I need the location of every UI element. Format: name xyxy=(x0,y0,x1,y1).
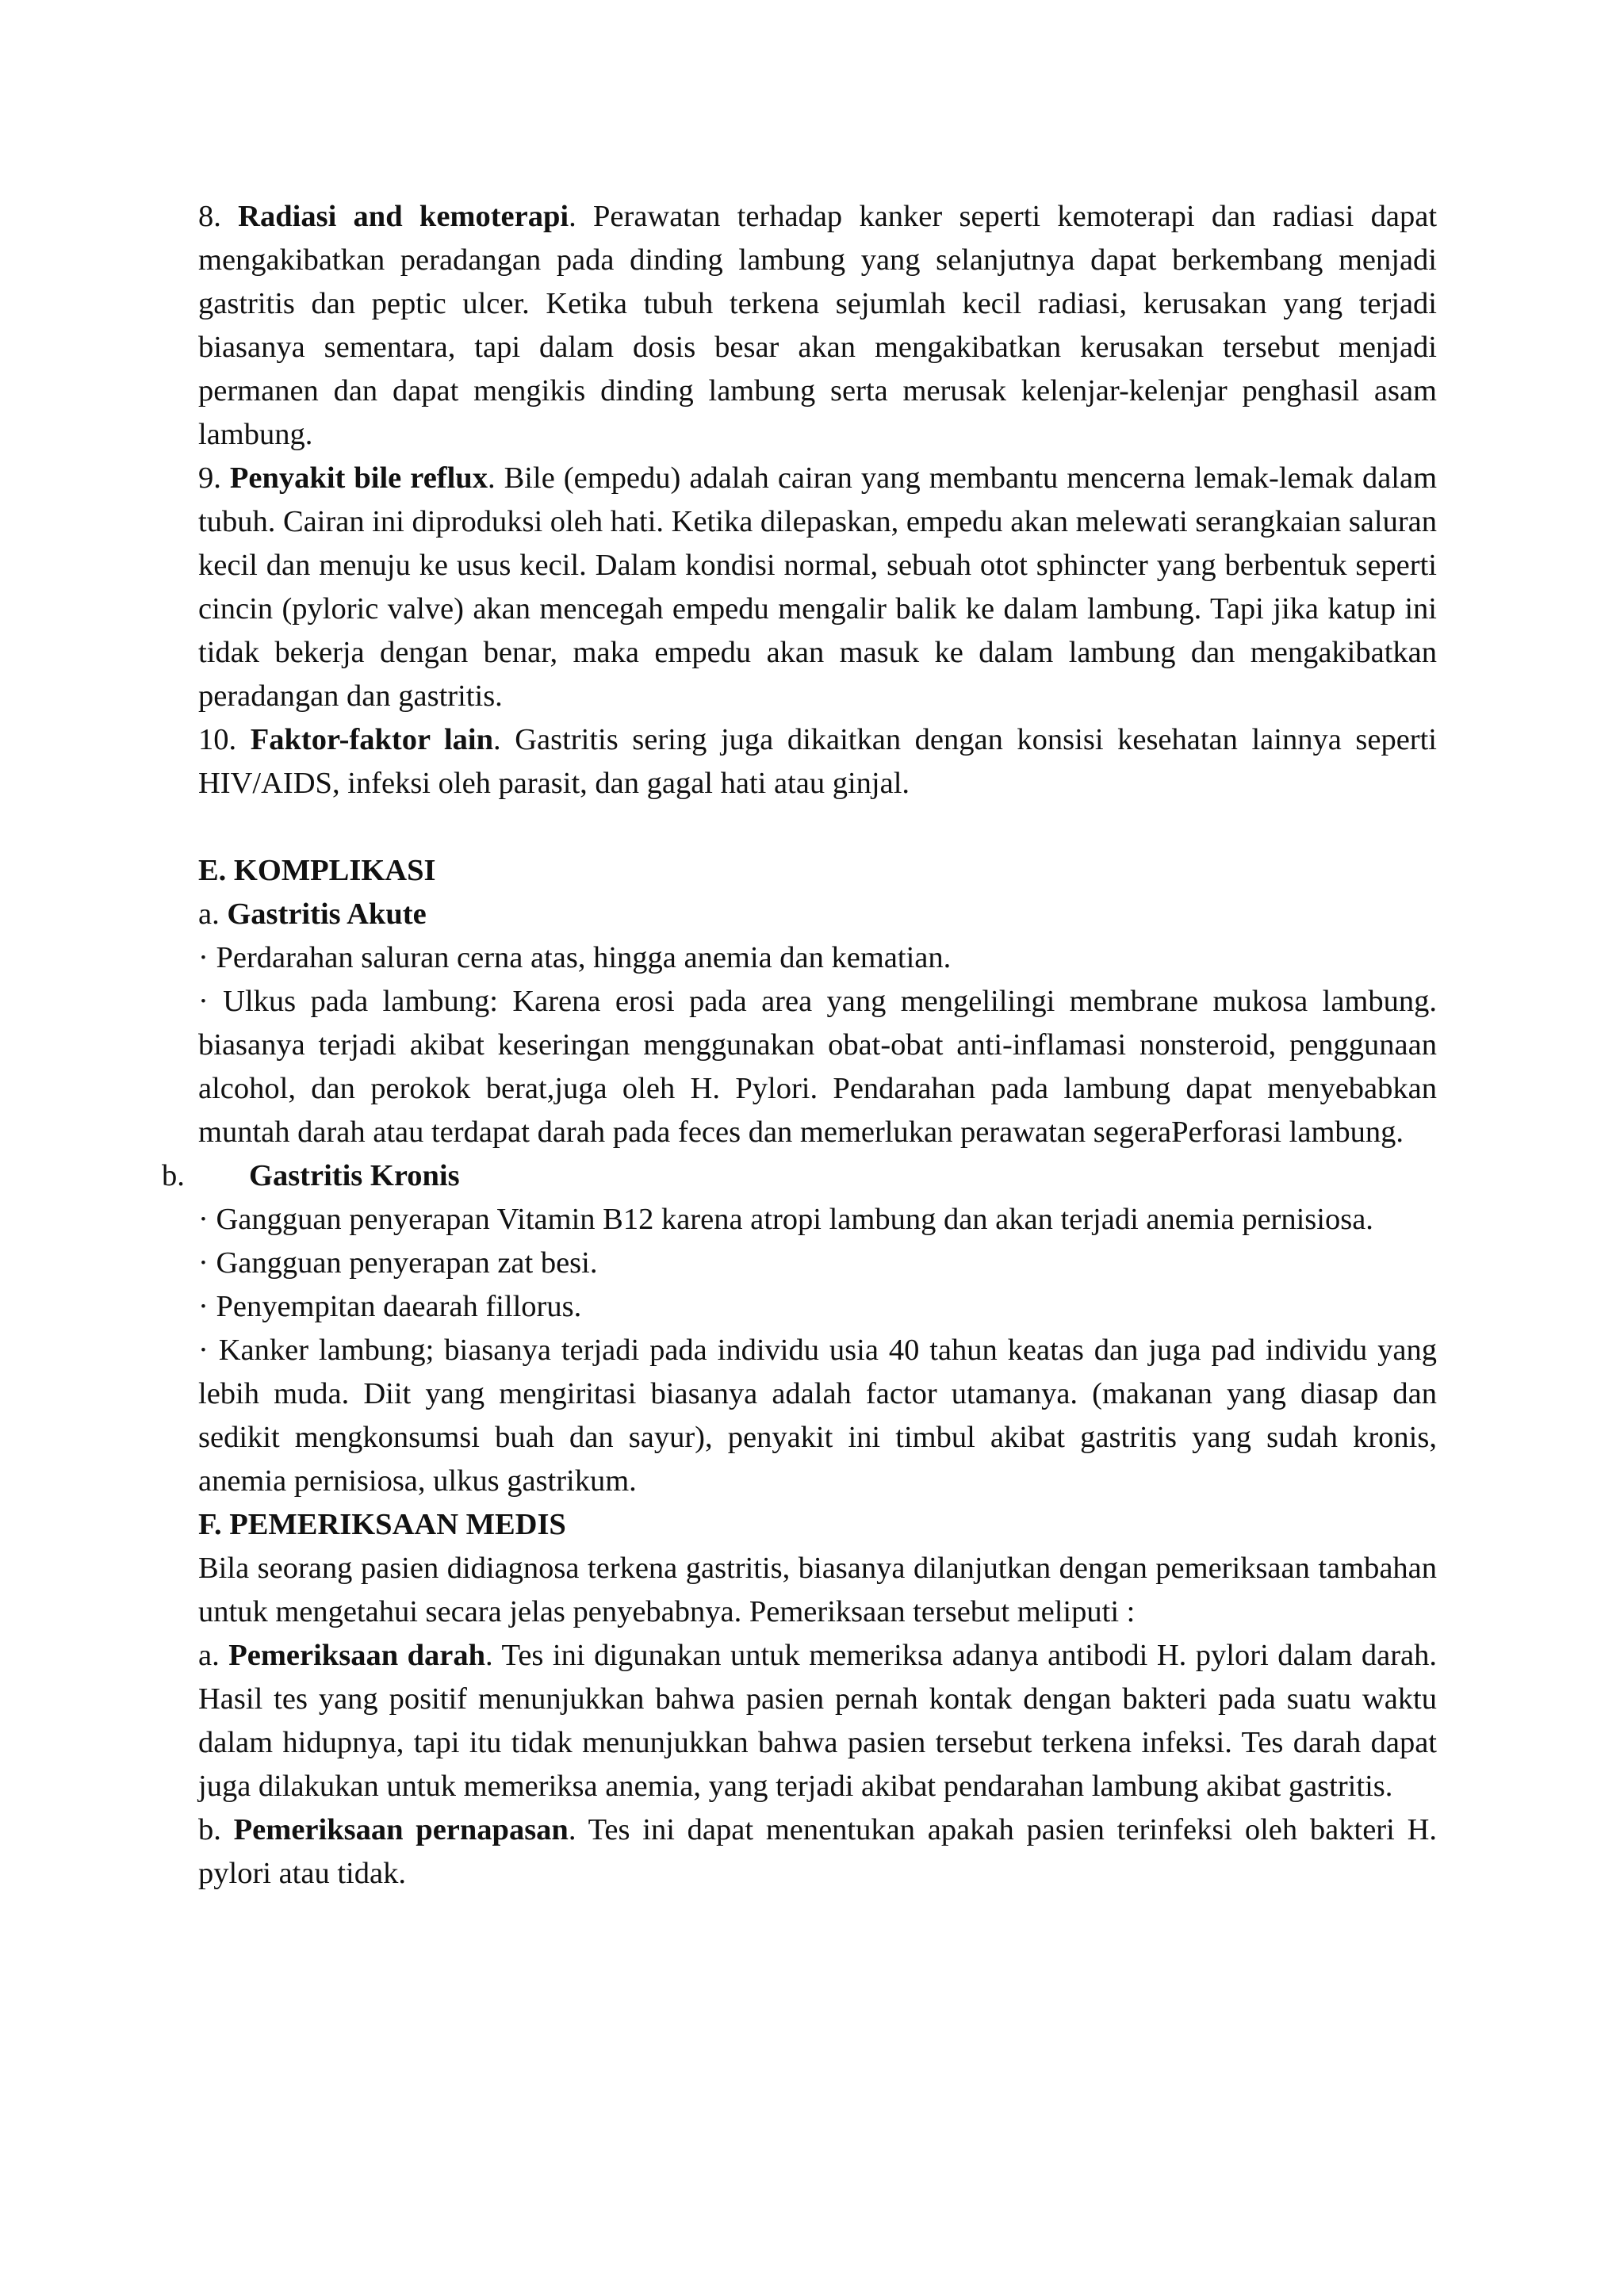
item-text: . Tes ini digunakan untuk memeriksa adanya antibodi H. pylori dalam darah. Hasil tes yang positif menunjukkan bahwa pasien pernah kontak dengan bakteri pada suatu waktu dalam hidupnya, tapi itu tidak menunjukkan bahwa pasien tersebut terkena infeksi. Tes darah dapat juga dilakukan untuk memeriksa anemia, yang terjadi akibat pendarahan lambung akibat gastritis. xyxy=(198,1639,1437,1803)
subheading-title: Gastritis Akute xyxy=(227,897,427,931)
akute-bullet-2: · Ulkus pada lambung: Karena erosi pada area yang mengelilingi membrane mukosa lambung. biasanya terjadi akibat keseringan menggunakan obat-obat anti-inflamasi nonsteroid, penggunaan alcohol, dan perokok berat,juga oleh H. Pylori. Pendarahan pada lambung dapat menyebabkan muntah darah atau terdapat darah pada feces dan memerlukan perawatan segeraPerforasi lambung. xyxy=(198,985,1437,1149)
item-title: Pemeriksaan pernapasan xyxy=(233,1813,569,1846)
subheading-title: Gastritis Kronis xyxy=(249,1159,460,1192)
item-10-number: 10. xyxy=(198,723,237,756)
item-8-text: . Perawatan terhadap kanker seperti kemoterapi dan radiasi dapat mengakibatkan peradangan pada dinding lambung yang selanjutnya dapat berkembang menjadi gastritis dan peptic ulcer. Ketika tubuh terkena sejumlah kecil radiasi, kerusakan yang terjadi biasanya sementara, tapi dalam dosis besar akan mengakibatkan kerusakan tersebut menjadi permanen dan dapat mengikis dinding lambung serta merusak kelenjar-kelenjar penghasil asam lambung. xyxy=(198,200,1438,451)
subheading-letter: a. xyxy=(198,897,220,931)
document-body xyxy=(162,195,1438,1896)
subheading-gastritis-akute xyxy=(198,893,1437,936)
item-8-paragraph xyxy=(198,195,1437,457)
item-8-number: 8. xyxy=(198,200,221,233)
akute-bullet-1: · Perdarahan saluran cerna atas, hingga anemia dan kematian. xyxy=(198,941,952,974)
item-10-title: Faktor-faktor lain xyxy=(250,723,494,756)
item-9-paragraph xyxy=(198,457,1437,718)
subheading-letter: b. xyxy=(162,1159,185,1192)
kronis-bullet-3: · Penyempitan daearah fillorus. xyxy=(198,1290,582,1323)
kronis-bullet-2: · Gangguan penyerapan zat besi. xyxy=(198,1246,598,1280)
pemeriksaan-pernapasan-paragraph xyxy=(198,1808,1437,1896)
kronis-bullet-1: · Gangguan penyerapan Vitamin B12 karena atropi lambung dan akan terjadi anemia pernisiosa. xyxy=(198,1203,1373,1236)
item-10-text: . Gastritis sering juga dikaitkan dengan konsisi kesehatan lainnya seperti HIV/AIDS, infeksi oleh parasit, dan gagal hati atau ginjal. xyxy=(198,723,1437,800)
item-letter: b. xyxy=(198,1813,221,1846)
kronis-bullet-4: · Kanker lambung; biasanya terjadi pada individu usia 40 tahun keatas dan juga pad individu yang lebih muda. Diit yang mengiritasi biasanya adalah factor utamanya. (makanan yang diasap dan sedikit mengkonsumsi buah dan sayur), penyakit ini timbul akibat gastritis yang sudah kronis, anemia pernisiosa, ulkus gastrikum. xyxy=(198,1334,1437,1498)
item-9-number: 9. xyxy=(198,461,221,495)
item-8-title: Radiasi and kemoterapi xyxy=(238,200,569,233)
item-9-text: . Bile (empedu) adalah cairan yang membantu mencerna lemak-lemak dalam tubuh. Cairan ini diproduksi oleh hati. Ketika dilepaskan, empedu akan melewati serangkaian saluran kecil dan menuju ke usus kecil. Dalam kondisi normal, sebuah otot sphincter yang berbentuk seperti cincin (pyloric valve) akan mencegah empedu mengalir balik ke dalam lambung. Tapi jika katup ini tidak bekerja dengan benar, maka empedu akan masuk ke dalam lambung dan mengakibatkan peradangan dan gastritis. xyxy=(198,461,1438,713)
subheading-gastritis-kronis xyxy=(162,1154,1437,1198)
item-title: Pemeriksaan darah xyxy=(228,1639,486,1672)
pemeriksaan-intro: Bila seorang pasien didiagnosa terkena gastritis, biasanya dilanjutkan dengan pemeriksaan tambahan untuk mengetahui secara jelas penyebabnya. Pemeriksaan tersebut meliputi : xyxy=(198,1552,1437,1628)
item-text: . Tes ini dapat menentukan apakah pasien terinfeksi oleh bakteri H. pylori atau tidak. xyxy=(198,1813,1437,1890)
section-spacer xyxy=(198,806,1437,849)
item-letter: a. xyxy=(198,1639,220,1672)
item-9-title: Penyakit bile reflux xyxy=(229,461,488,495)
item-10-paragraph xyxy=(198,718,1437,806)
pemeriksaan-darah-paragraph xyxy=(198,1634,1437,1808)
section-heading-pemeriksaan: F. PEMERIKSAAN MEDIS xyxy=(198,1508,566,1541)
section-heading-komplikasi: E. KOMPLIKASI xyxy=(198,854,436,887)
